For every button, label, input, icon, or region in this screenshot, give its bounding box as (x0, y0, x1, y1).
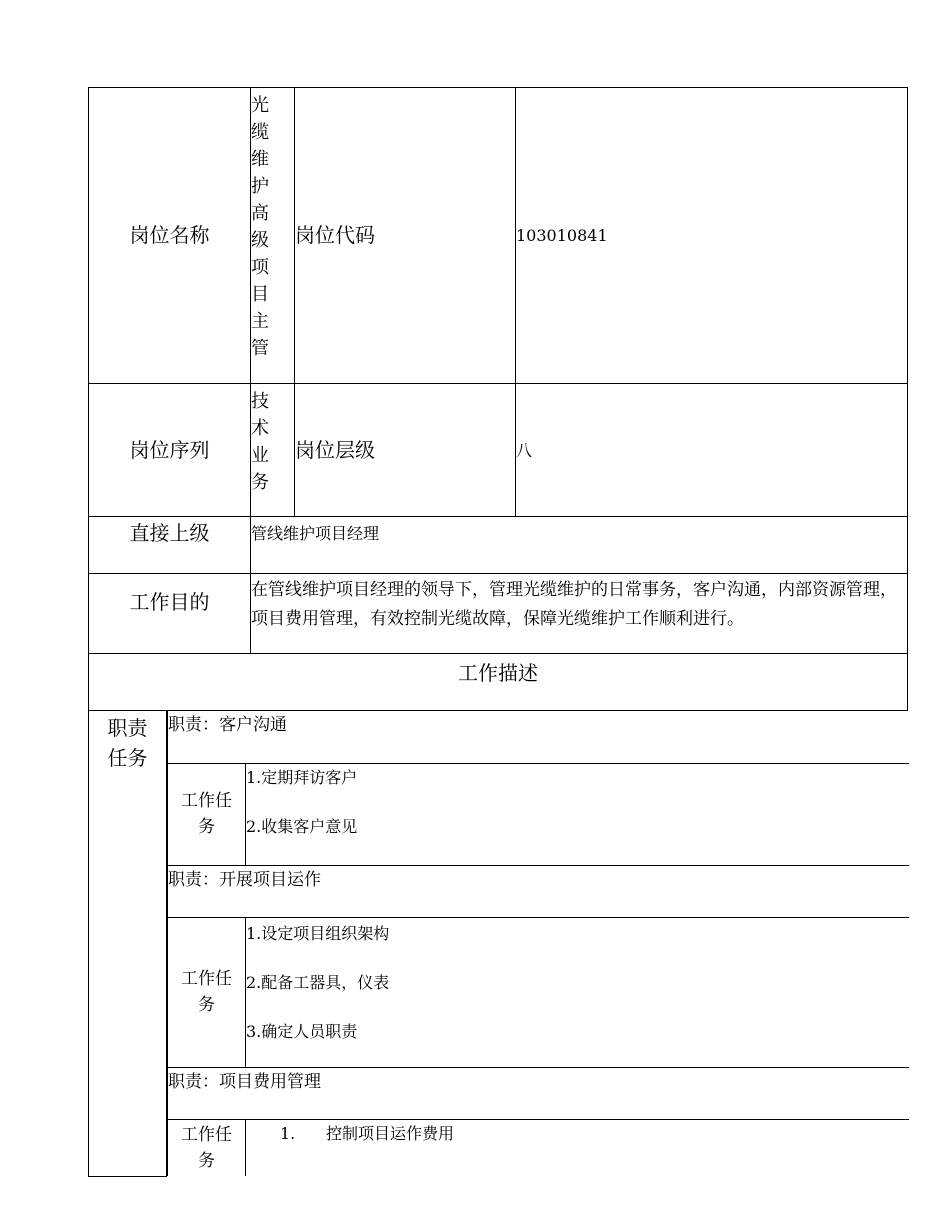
row-purpose (89, 574, 908, 654)
task-list (246, 1119, 909, 1176)
duties-container (167, 711, 908, 1177)
job-name-label: 岗位名称 (89, 88, 251, 384)
purpose-label: 工作目的 (89, 574, 251, 654)
task-label: 工作任务 (181, 1124, 232, 1171)
responsibility-title: 职责：客户沟通 (168, 711, 909, 763)
task-item: 3.确定人员职责 (246, 1021, 358, 1041)
job-name-cell (251, 88, 295, 384)
task-row (168, 917, 909, 1067)
task-item: 2.收集客户意见 (246, 816, 358, 836)
task-list (246, 763, 909, 865)
task-list (246, 917, 909, 1067)
superior-value: 管线维护项目经理 (251, 517, 908, 574)
task-label: 工作任务 (181, 969, 232, 1015)
duties-table (167, 711, 909, 1176)
responsibility-title: 职责：项目费用管理 (168, 1067, 909, 1119)
task-item: 2.配备工器具，仪表 (246, 972, 390, 992)
purpose-value: 在管线维护项目经理的领导下，管理光缆维护的日常事务，客户沟通，内部资源管理，项目费用管理，有效控制光缆故障，保障光缆维护工作顺利进行。 (251, 574, 908, 654)
description-title: 工作描述 (89, 654, 908, 711)
task-label-cell (168, 1119, 246, 1176)
task-row (168, 763, 909, 865)
task-row (168, 1119, 909, 1176)
task-item: 1.定期拜访客户 (246, 767, 358, 787)
duty-label-cell (89, 711, 167, 1177)
job-series-cell (251, 384, 295, 517)
row-job-name (89, 88, 908, 384)
job-level-value: 八 (516, 384, 908, 517)
job-description-table (88, 87, 908, 1177)
job-level-label: 岗位层级 (295, 384, 516, 517)
task-item: 控制项目运作费用 (326, 1123, 455, 1143)
responsibility-row (168, 865, 909, 917)
job-series-label: 岗位序列 (89, 384, 251, 517)
superior-label: 直接上级 (89, 517, 251, 574)
duty-label: 职责任务 (107, 716, 148, 770)
task-label: 工作任务 (181, 791, 232, 837)
row-description-title (89, 654, 908, 711)
responsibility-title: 职责：开展项目运作 (168, 865, 909, 917)
row-superior (89, 517, 908, 574)
task-item: 1.设定项目组织架构 (246, 923, 390, 943)
responsibility-row (168, 711, 909, 763)
row-job-series (89, 384, 908, 517)
job-code-value: 103010841 (516, 88, 908, 384)
job-name-value: 光缆维护高级项目主管 (251, 95, 269, 359)
job-series-value: 技术业务 (251, 391, 269, 493)
row-duties (89, 711, 908, 1177)
responsibility-row (168, 1067, 909, 1119)
job-code-label: 岗位代码 (295, 88, 516, 384)
task-label-cell (168, 917, 246, 1067)
task-label-cell (168, 763, 246, 865)
task-number: 1. (280, 1123, 296, 1143)
